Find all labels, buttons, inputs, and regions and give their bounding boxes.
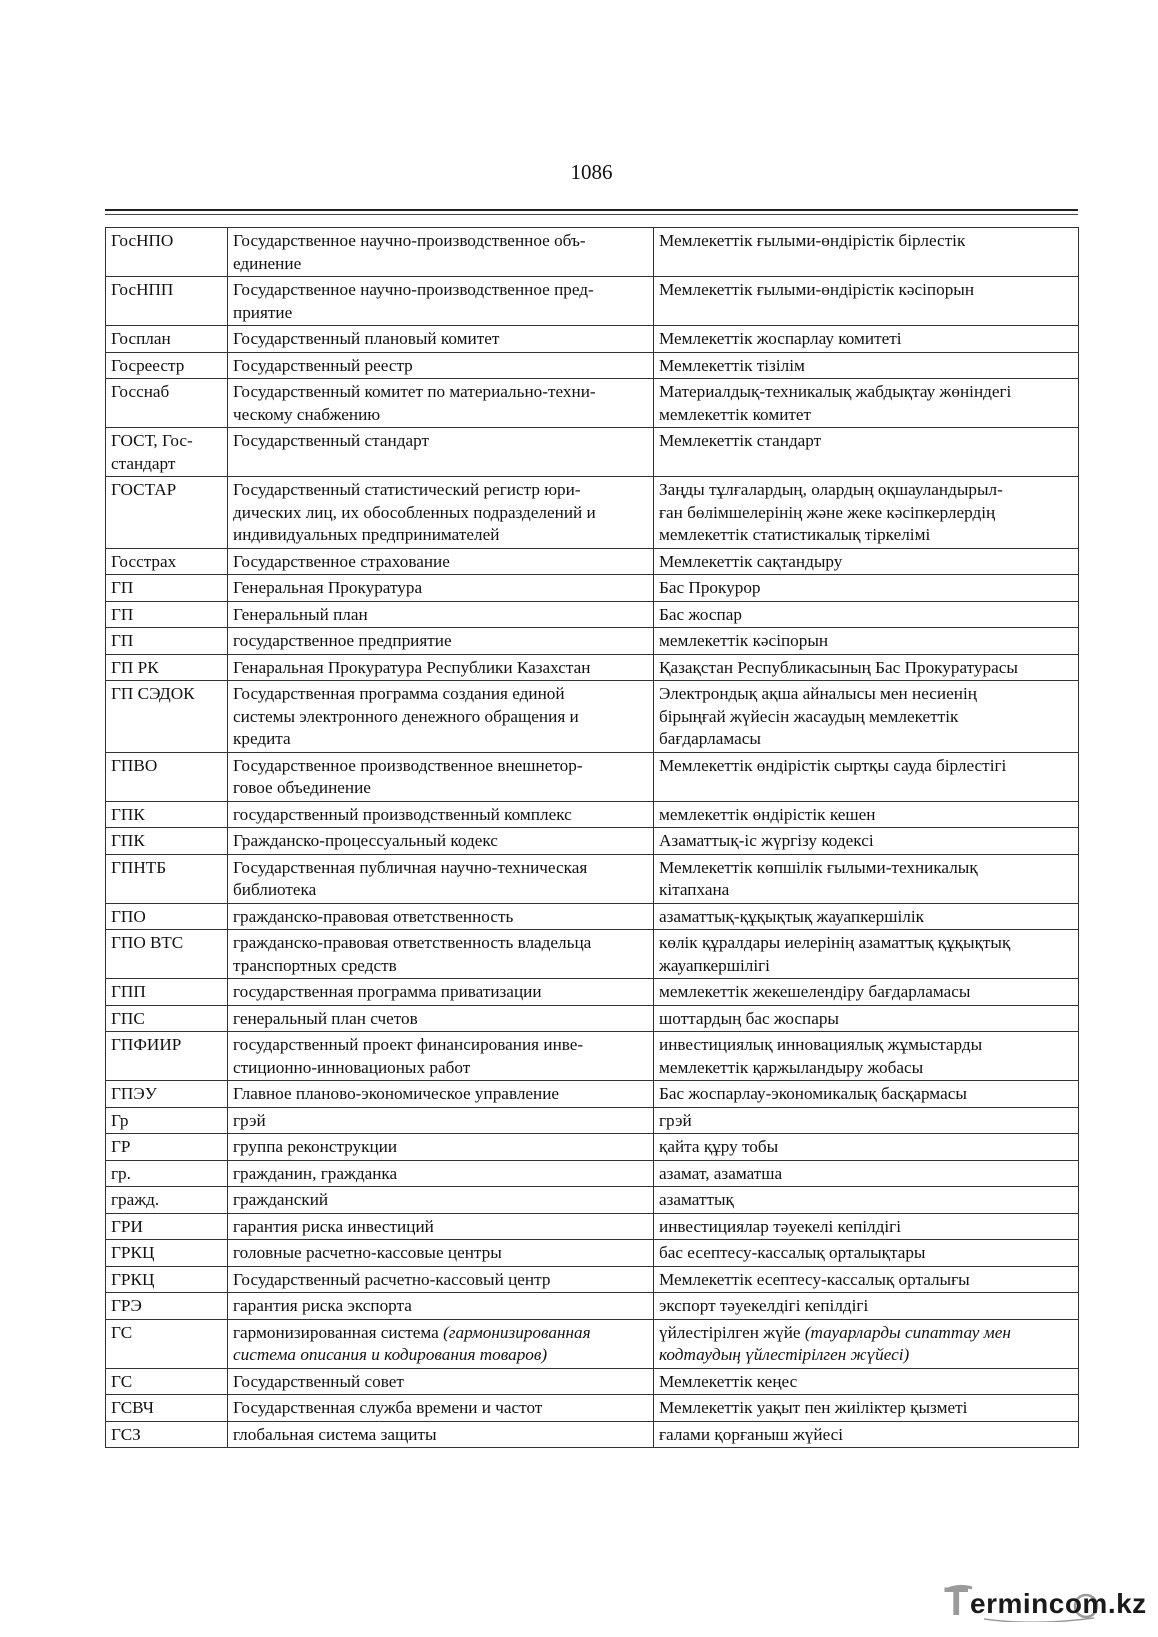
table-row [106, 854, 1079, 903]
kazakh-cell: Электрондық ақша айналысы мен несиенің бірыңғай жүйесін жасаудың мемлекеттік бағдарламасы [654, 681, 1079, 753]
kazakh-cell: Мемлекеттік ғылыми-өндірістік бірлестік [654, 228, 1079, 277]
table-row [106, 575, 1079, 602]
abbr-cell: ГСВЧ [106, 1395, 228, 1422]
abbr-cell: ГРКЦ [106, 1266, 228, 1293]
abbr-cell: ГПК [106, 828, 228, 855]
russian-cell: генеральный план счетов [228, 1005, 654, 1032]
russian-cell: Государственный совет [228, 1368, 654, 1395]
russian-cell: гражданский [228, 1187, 654, 1214]
abbr-cell: Госснаб [106, 379, 228, 428]
kazakh-cell: азаматтық-құқықтық жауапкершілік [654, 903, 1079, 930]
russian-cell: Государственное производственное внешнетор- говое объединение [228, 752, 654, 801]
abbr-cell: ГПО ВТС [106, 930, 228, 979]
table-row [106, 628, 1079, 655]
kazakh-cell: Мемлекеттік кеңес [654, 1368, 1079, 1395]
kazakh-cell: Мемлекеттік стандарт [654, 428, 1079, 477]
table-row [106, 1160, 1079, 1187]
russian-cell: государственный проект финансирования инве- стиционно-инновационых работ [228, 1032, 654, 1081]
header-rule [105, 209, 1078, 211]
kazakh-cell: инвестициялар тәуекелі кепілдігі [654, 1213, 1079, 1240]
kazakh-cell: шоттардың бас жоспары [654, 1005, 1079, 1032]
russian-cell: Государственный реестр [228, 352, 654, 379]
abbr-cell: ГПЭУ [106, 1081, 228, 1108]
kazakh-cell: грэй [654, 1107, 1079, 1134]
abbr-cell: ГПФИИР [106, 1032, 228, 1081]
abbr-cell: ГПВО [106, 752, 228, 801]
termincom-logo [944, 1580, 1147, 1624]
table-row [106, 1032, 1079, 1081]
abbr-cell: гражд. [106, 1187, 228, 1214]
russian-cell: Генеральная Прокуратура [228, 575, 654, 602]
kazakh-cell: Азаматтық-іс жүргізу кодексі [654, 828, 1079, 855]
abbr-cell: ГС [106, 1319, 228, 1368]
abbr-cell: ГП [106, 601, 228, 628]
kazakh-cell: Мемлекеттік уақыт пен жиіліктер қызметі [654, 1395, 1079, 1422]
table-row [106, 1081, 1079, 1108]
table-row [106, 601, 1079, 628]
header-rule-thin [105, 214, 1078, 215]
kazakh-cell: Мемлекеттік тізілім [654, 352, 1079, 379]
abbr-cell: ГП [106, 575, 228, 602]
russian-cell: Государственное научно-производственное пред- приятие [228, 277, 654, 326]
table-row [106, 1005, 1079, 1032]
table-row [106, 477, 1079, 549]
table-row [106, 1421, 1079, 1448]
russian-cell: Государственное научно-производственное объ- единение [228, 228, 654, 277]
abbr-cell: ГСЗ [106, 1421, 228, 1448]
russian-cell: Генаральная Прокуратура Республики Казахстан [228, 654, 654, 681]
table-row [106, 228, 1079, 277]
table-row [106, 1240, 1079, 1267]
table-row [106, 1319, 1079, 1368]
russian-cell: Главное планово-экономическое управление [228, 1081, 654, 1108]
russian-cell: государственный производственный комплекс [228, 801, 654, 828]
abbr-cell: Госплан [106, 326, 228, 353]
abbreviation-table [105, 227, 1079, 1448]
kazakh-cell: Заңды тұлғалардың, олардың оқшауландырыл- ған бөлімшелерінің және жеке кәсіпкерлердің мемлекеттік статистикалық тіркелімі [654, 477, 1079, 549]
russian-cell: Государственный комитет по материально-техни- ческому снабжению [228, 379, 654, 428]
russian-cell: Государственный плановый комитет [228, 326, 654, 353]
page-number: 1086 [570, 160, 613, 184]
abbr-cell: ГПП [106, 979, 228, 1006]
russian-cell: Гражданско-процессуальный кодекс [228, 828, 654, 855]
abbr-cell: ГПНТБ [106, 854, 228, 903]
logo-text: ermincom.kz [970, 1588, 1147, 1619]
abbr-cell: ГП СЭДОК [106, 681, 228, 753]
kazakh-cell: Мемлекеттік ғылыми-өндірістік кәсіпорын [654, 277, 1079, 326]
table-row [106, 1213, 1079, 1240]
table-row [106, 1134, 1079, 1161]
table-row [106, 326, 1079, 353]
kazakh-cell: азамат, азаматша [654, 1160, 1079, 1187]
abbr-cell: ГОСТАР [106, 477, 228, 549]
table-row [106, 1395, 1079, 1422]
kazakh-cell: көлік құралдары иелерінің азаматтық құқықтық жауапкершілігі [654, 930, 1079, 979]
kazakh-cell: инвестициялық инновациялық жұмыстарды мемлекеттік қаржыландыру жобасы [654, 1032, 1079, 1081]
russian-cell: Государственный стандарт [228, 428, 654, 477]
kazakh-cell: Материалдық-техникалық жабдықтау жөніндегі мемлекеттік комитет [654, 379, 1079, 428]
abbr-cell: гр. [106, 1160, 228, 1187]
russian-cell: глобальная система защиты [228, 1421, 654, 1448]
table-row [106, 903, 1079, 930]
russian-cell: государственное предприятие [228, 628, 654, 655]
abbr-cell: Госреестр [106, 352, 228, 379]
kazakh-cell: экспорт тәуекелдігі кепілдігі [654, 1293, 1079, 1320]
russian-cell: Государственное страхование [228, 548, 654, 575]
table-row [106, 352, 1079, 379]
table-row [106, 1266, 1079, 1293]
abbreviation-table-body [106, 228, 1079, 1448]
abbr-cell: ГПС [106, 1005, 228, 1032]
abbr-cell: ГРКЦ [106, 1240, 228, 1267]
russian-cell: гражданско-правовая ответственность владельца транспортных средств [228, 930, 654, 979]
kazakh-cell: ғалами қорғаныш жүйесі [654, 1421, 1079, 1448]
abbr-cell: ГРИ [106, 1213, 228, 1240]
abbr-cell: ГПО [106, 903, 228, 930]
abbr-cell: ГРЭ [106, 1293, 228, 1320]
russian-cell: гражданин, гражданка [228, 1160, 654, 1187]
russian-cell: Государственный статистический регистр юри- дических лиц, их обособленных подразделений и индивидуальных предпринимателей [228, 477, 654, 549]
russian-cell: гарантия риска экспорта [228, 1293, 654, 1320]
table-row [106, 654, 1079, 681]
table-row [106, 1293, 1079, 1320]
table-row [106, 930, 1079, 979]
table-row [106, 1107, 1079, 1134]
russian-cell: гражданско-правовая ответственность [228, 903, 654, 930]
russian-cell: Государственная публичная научно-техническая библиотека [228, 854, 654, 903]
kazakh-cell: Қазақстан Республикасының Бас Прокуратурасы [654, 654, 1079, 681]
table-row [106, 828, 1079, 855]
kazakh-cell: бас есептесу-кассалық орталықтары [654, 1240, 1079, 1267]
table-row [106, 428, 1079, 477]
table-row [106, 1368, 1079, 1395]
abbr-cell: ГП РК [106, 654, 228, 681]
table-row [106, 801, 1079, 828]
russian-cell: Государственная служба времени и частот [228, 1395, 654, 1422]
kazakh-cell: қайта құру тобы [654, 1134, 1079, 1161]
abbr-cell: ГП [106, 628, 228, 655]
russian-cell: Государственная программа создания единой системы электронного денежного обращения и кредита [228, 681, 654, 753]
russian-cell: группа реконструкции [228, 1134, 654, 1161]
russian-cell: гармонизированная система (гармонизированная система описания и кодирования товаров) [228, 1319, 654, 1368]
kazakh-cell: Бас жоспарлау-экономикалық басқармасы [654, 1081, 1079, 1108]
kazakh-cell: Мемлекеттік өндірістік сыртқы сауда бірлестігі [654, 752, 1079, 801]
abbr-cell: ГосНПП [106, 277, 228, 326]
logo-letter-t: T [944, 1580, 969, 1624]
abbr-cell: ГосНПО [106, 228, 228, 277]
table-row [106, 1187, 1079, 1214]
abbr-cell: Госстрах [106, 548, 228, 575]
abbr-cell: ГОСТ, Гос- стандарт [106, 428, 228, 477]
table-row [106, 752, 1079, 801]
kazakh-cell: мемлекеттік кәсіпорын [654, 628, 1079, 655]
table-row [106, 379, 1079, 428]
kazakh-cell: Мемлекеттік сақтандыру [654, 548, 1079, 575]
kazakh-cell: Бас Прокурор [654, 575, 1079, 602]
kazakh-cell: мемлекеттік өндірістік кешен [654, 801, 1079, 828]
abbr-cell: ГПК [106, 801, 228, 828]
table-row [106, 979, 1079, 1006]
kazakh-cell: Мемлекеттік жоспарлау комитеті [654, 326, 1079, 353]
abbr-cell: ГС [106, 1368, 228, 1395]
kazakh-cell: мемлекеттік жекешелендіру бағдарламасы [654, 979, 1079, 1006]
table-row [106, 681, 1079, 753]
russian-cell: грэй [228, 1107, 654, 1134]
russian-cell: государственная программа приватизации [228, 979, 654, 1006]
russian-cell: Государственный расчетно-кассовый центр [228, 1266, 654, 1293]
kazakh-cell: Мемлекеттік есептесу-кассалық орталығы [654, 1266, 1079, 1293]
table-row [106, 548, 1079, 575]
russian-cell: головные расчетно-кассовые центры [228, 1240, 654, 1267]
table-row [106, 277, 1079, 326]
abbr-cell: ГР [106, 1134, 228, 1161]
abbr-cell: Гр [106, 1107, 228, 1134]
kazakh-cell: азаматтық [654, 1187, 1079, 1214]
russian-cell: гарантия риска инвестиций [228, 1213, 654, 1240]
kazakh-cell: Мемлекеттік көпшілік ғылыми-техникалық кітапхана [654, 854, 1079, 903]
kazakh-cell: үйлестірілген жүйе (тауарларды сипаттау мен кодтаудың үйлестірілген жүйесі) [654, 1319, 1079, 1368]
russian-cell: Генеральный план [228, 601, 654, 628]
kazakh-cell: Бас жоспар [654, 601, 1079, 628]
